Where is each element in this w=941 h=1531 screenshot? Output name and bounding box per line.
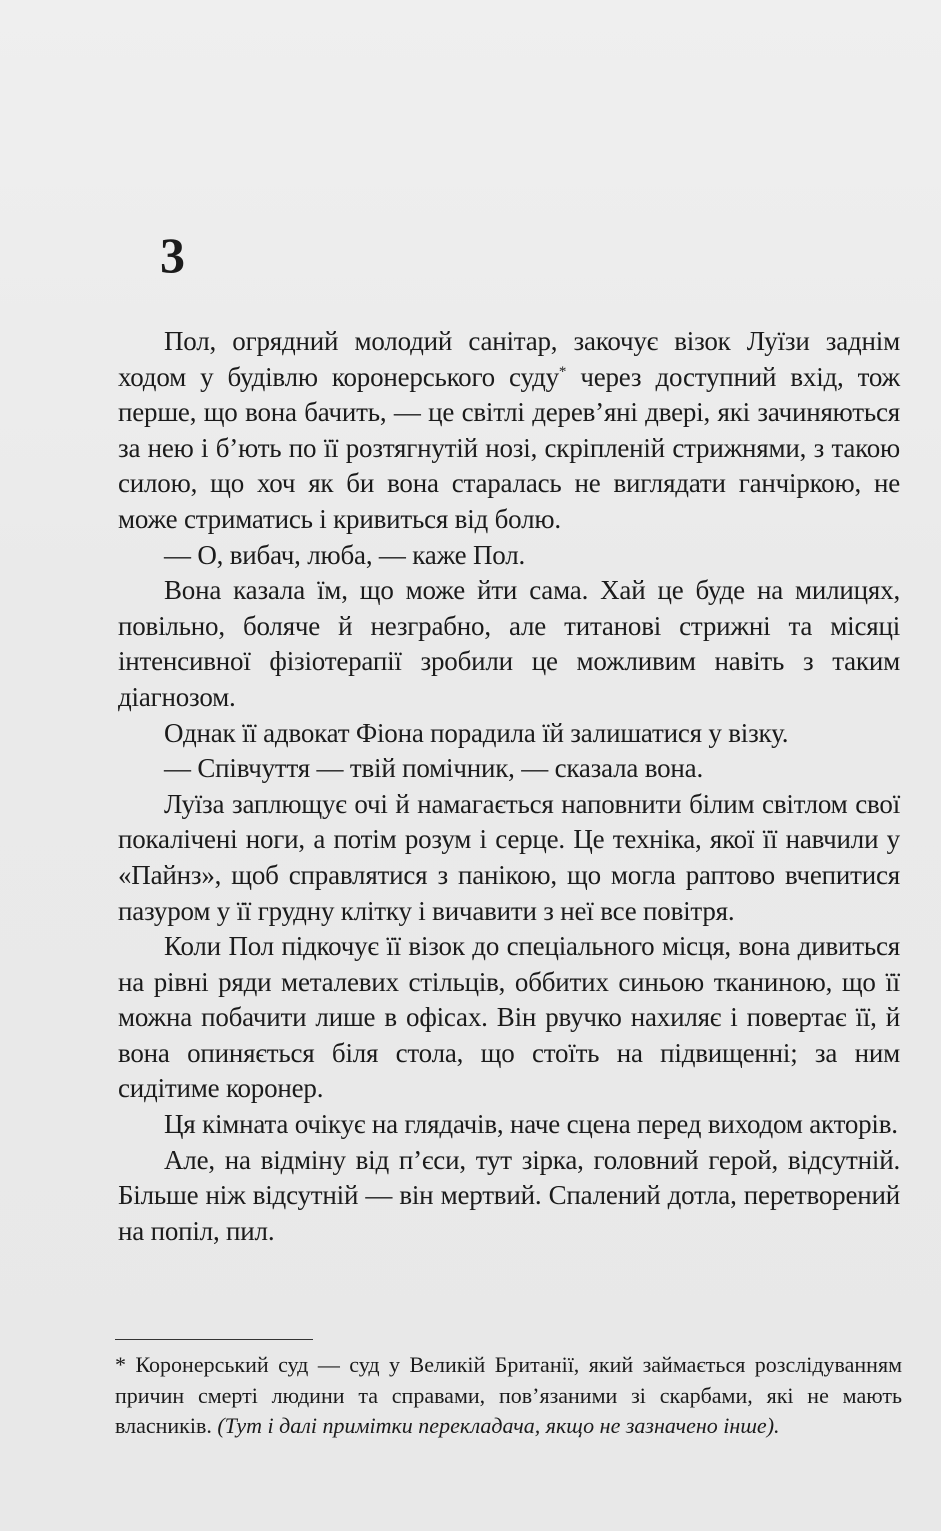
paragraph-6: Луїза заплющує очі й намагається наповнити білим світлом свої покалічені ноги, а потім розум і серце. Це техніка, якої її навчили у «Пайнз», щоб справлятися з панікою, що могла раптово вчепитися пазуром у її грудну клітку і вичавити з неї все повітря. [118,788,900,926]
footnote-marker[interactable]: * [558,363,567,380]
chapter-number: 3 [160,227,185,283]
paragraph-2: — О, вибач, люба, — каже Пол. [164,539,526,570]
paragraph-3: Вона казала їм, що може йти сама. Хай це буде на милицях, повільно, боляче й незграбно, але титанові стрижні та місяці інтенсивної фізіотерапії зробили це можливим навіть з таким діагнозом. [118,575,900,712]
footnote-main: * Коронерський суд — суд у Великій Британії, який займається розслідуванням причин смерті людини та справами, пов’язаними зі скарбами, які не мають власників. [115,1352,902,1438]
paragraph-4: Однак її адвокат Фіона порадила їй залишатися у візку. [164,717,789,748]
paragraph-1-end: через доступний вхід, тож перше, що вона бачить, — це світлі дерев’яні двері, які зачиняються за нею і б’ють по її розтягнутій нозі, скріпленій стрижнями, з такою силою, що хоч як би вона старалась не виглядати ганчіркою, не може стриматись і кривиться від болю. [118,361,901,534]
paragraph-1 [118,324,900,538]
footnote-text [115,1350,902,1442]
footnote-divider [115,1339,313,1340]
paragraph-7: Коли Пол підкочує її візок до спеціального місця, вона дивиться на рівні ряди металевих стільців, оббитих синьою тканиною, що її можна побачити лише в офісах. Він рвучко нахиляє і повертає її, й вона опиняється біля стола, що стоїть на підвищенні; за ним сидітиме коронер. [118,931,900,1104]
footnote [115,1350,902,1442]
chapter-body [118,324,900,1249]
footnote-translator-note: (Тут і далі примітки перекладача, якщо не зазначено інше). [217,1413,780,1438]
paragraph-8: Ця кімната очікує на глядачів, наче сцена перед виходом акторів. [164,1109,898,1140]
paragraph-5: — Співчуття — твій помічник, — сказала вона. [164,753,704,784]
paragraph-1-start: Пол, огрядний молодий санітар, закочує візок Луїзи заднім ходом у будівлю коронерського суду [118,326,900,392]
paragraph-9: Але, на відміну від п’єси, тут зірка, головний герой, відсутній. Більше ніж відсутній — він мертвий. Спалений дотла, перетворений на попіл, пил. [118,1144,900,1246]
